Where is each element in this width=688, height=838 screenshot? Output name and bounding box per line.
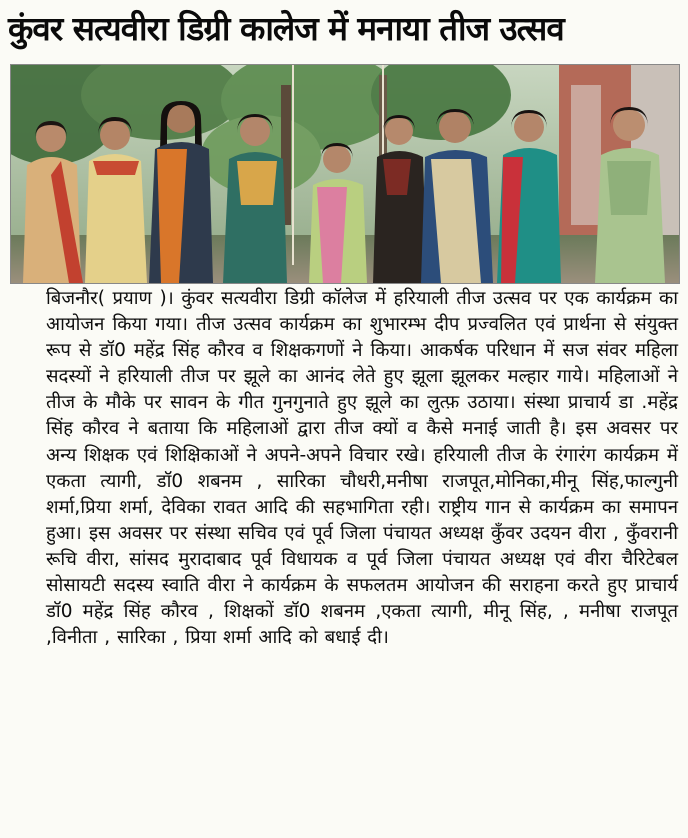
headline: कुंवर सत्यवीरा डिग्री कालेज में मनाया तीज उत्सव (8, 9, 564, 48)
article-paragraph: बिजनौर( प्रयाण )। कुंवर सत्यवीरा डिग्री कॉलेज में हरियाली तीज उत्सव पर एक कार्यक्रम का आयोजन किया गया। तीज उत्सव कार्यक्रम का शुभारम्भ दीप प्रज्वलित एवं प्रार्थना से संयुक्त रूप से डॉ0 महेंद्र सिंह कौरव व शिक्षकगणों ने किया। आकर्षक परिधान में सज संवर महिला सदस्यों ने हरियाली तीज पर झूले का आनंद लेते हुए झूला झूलकर मल्हार गाये। महिलाओं ने तीज के मौके पर सावन के गीत गुनगुनाते हुए झूले का लुत्फ़ उठाया। संस्था प्राचार्य डा .महेंद्र सिंह कौरव ने बताया कि महिलाओं द्वारा तीज क्यों व कैसे मनाई जाती है। इस अवसर पर अन्य शिक्षक एवं शिक्षिकाओं ने अपने-अपने विचार रखे। हरियाली तीज के रंगारंग कार्यक्रम में एकता त्यागी, डॉ0 शबनम , सारिका चौधरी,मनीषा राजपूत,मोनिका,मीनू सिंह,फाल्गुनी शर्मा,प्रिया शर्मा, देविका रावत आदि की सहभागिता रही। राष्ट्रीय गान से कार्यक्रम का समापन हुआ। इस अवसर पर संस्था सचिव एवं पूर्व जिला पंचायत अध्यक्ष कुँवर उदयन वीरा , कुँवरानी रूचि वीरा, सांसद मुरादाबाद पूर्व विधायक व पूर्व जिला पंचायत अध्यक्ष एवं वीरा चैरिटेबल सोसायटी सदस्य स्वाति वीरा ने कार्यक्रम के सफलतम आयोजन की सराहना करते हुए प्राचार्य डॉ0 महेंद्र सिंह कौरव , शिक्षकों डॉ0 शबनम ,एकता त्यागी, मीनू सिंह, , मनीषा राजपूत ,विनीता , सारिका , प्रिया शर्मा आदि को बधाई दी। (46, 288, 678, 649)
group-photo (10, 64, 680, 284)
article-body (10, 286, 678, 651)
